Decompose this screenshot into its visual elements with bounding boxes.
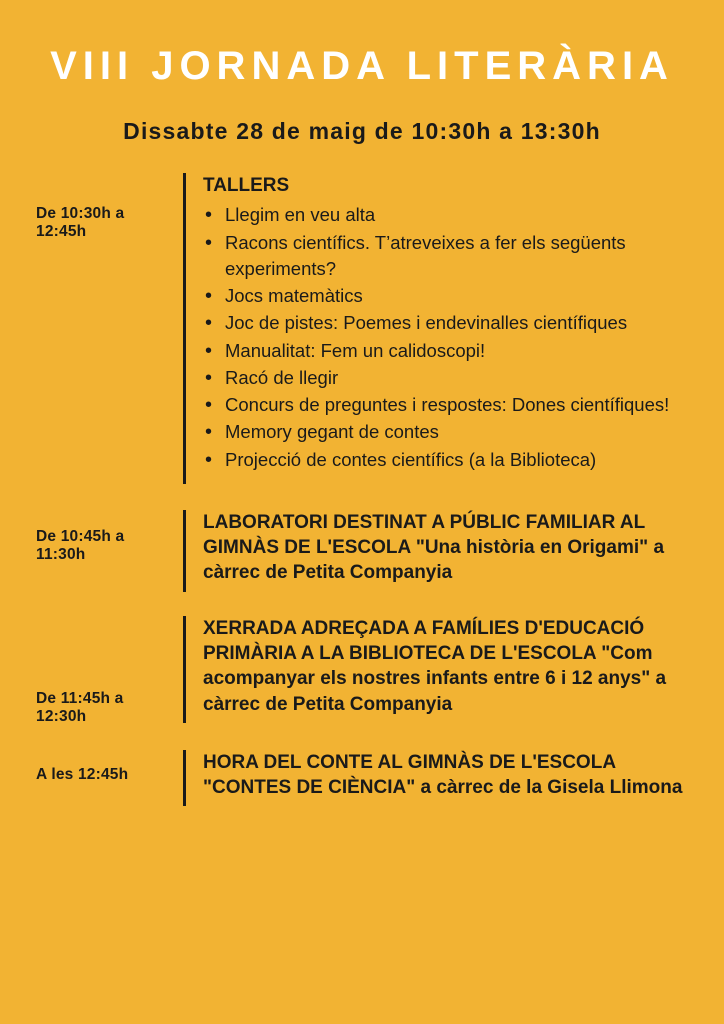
schedule-row-body (183, 510, 724, 592)
list-item: • Jocs matemàtics (203, 283, 708, 309)
schedule-row-time: De 11:45h a 12:30h (36, 689, 124, 725)
schedule-row (0, 616, 724, 726)
list-item: • Racons científics. T’atreveixes a fer els següents experiments? (203, 230, 708, 283)
list-item: • Llegim en veu alta (203, 202, 708, 228)
list-item: • Joc de pistes: Poemes i endevinalles científiques (203, 310, 708, 336)
schedule-list (0, 173, 724, 806)
list-item: • Projecció de contes científics (a la Biblioteca) (203, 447, 708, 473)
schedule-row (0, 510, 724, 592)
schedule-row-heading: HORA DEL CONTE AL GIMNÀS DE L'ESCOLA "CONTES DE CIÈNCIA" a càrrec de la Gisela Llimona (203, 751, 683, 798)
list-item: • Memory gegant de contes (203, 419, 708, 445)
schedule-row-time: De 10:45h a 11:30h (36, 527, 125, 563)
schedule-row-body (183, 173, 724, 484)
list-item: • Manualitat: Fem un calidoscopi! (203, 338, 708, 364)
schedule-row-heading: XERRADA ADREÇADA A FAMÍLIES D'EDUCACIÓ PRIMÀRIA A LA BIBLIOTECA DE L'ESCOLA "Com acompanyar els nostres infants entre 6 i 12 anys" a càrrec de Petita Companyia (203, 617, 667, 715)
schedule-row (0, 173, 724, 484)
schedule-row-heading: TALLERS (203, 175, 290, 196)
schedule-row (0, 750, 724, 807)
schedule-row-time: A les 12:45h (36, 765, 129, 783)
workshop-list (203, 202, 708, 473)
schedule-row-heading: LABORATORI DESTINAT A PÚBLIC FAMILIAR AL GIMNÀS DE L'ESCOLA "Una història en Origami" a càrrec de Petita Companyia (203, 511, 665, 584)
list-item: • Concurs de preguntes i respostes: Dones científiques! (203, 392, 708, 418)
poster-subtitle: Dissabte 28 de maig de 10:30h a 13:30h (123, 118, 601, 144)
list-item: • Racó de llegir (203, 365, 708, 391)
schedule-row-body (183, 616, 724, 723)
schedule-row-time: De 10:30h a 12:45h (36, 205, 125, 240)
schedule-row-body (183, 750, 724, 807)
page-title: VIII JORNADA LITERÀRIA (50, 44, 674, 88)
